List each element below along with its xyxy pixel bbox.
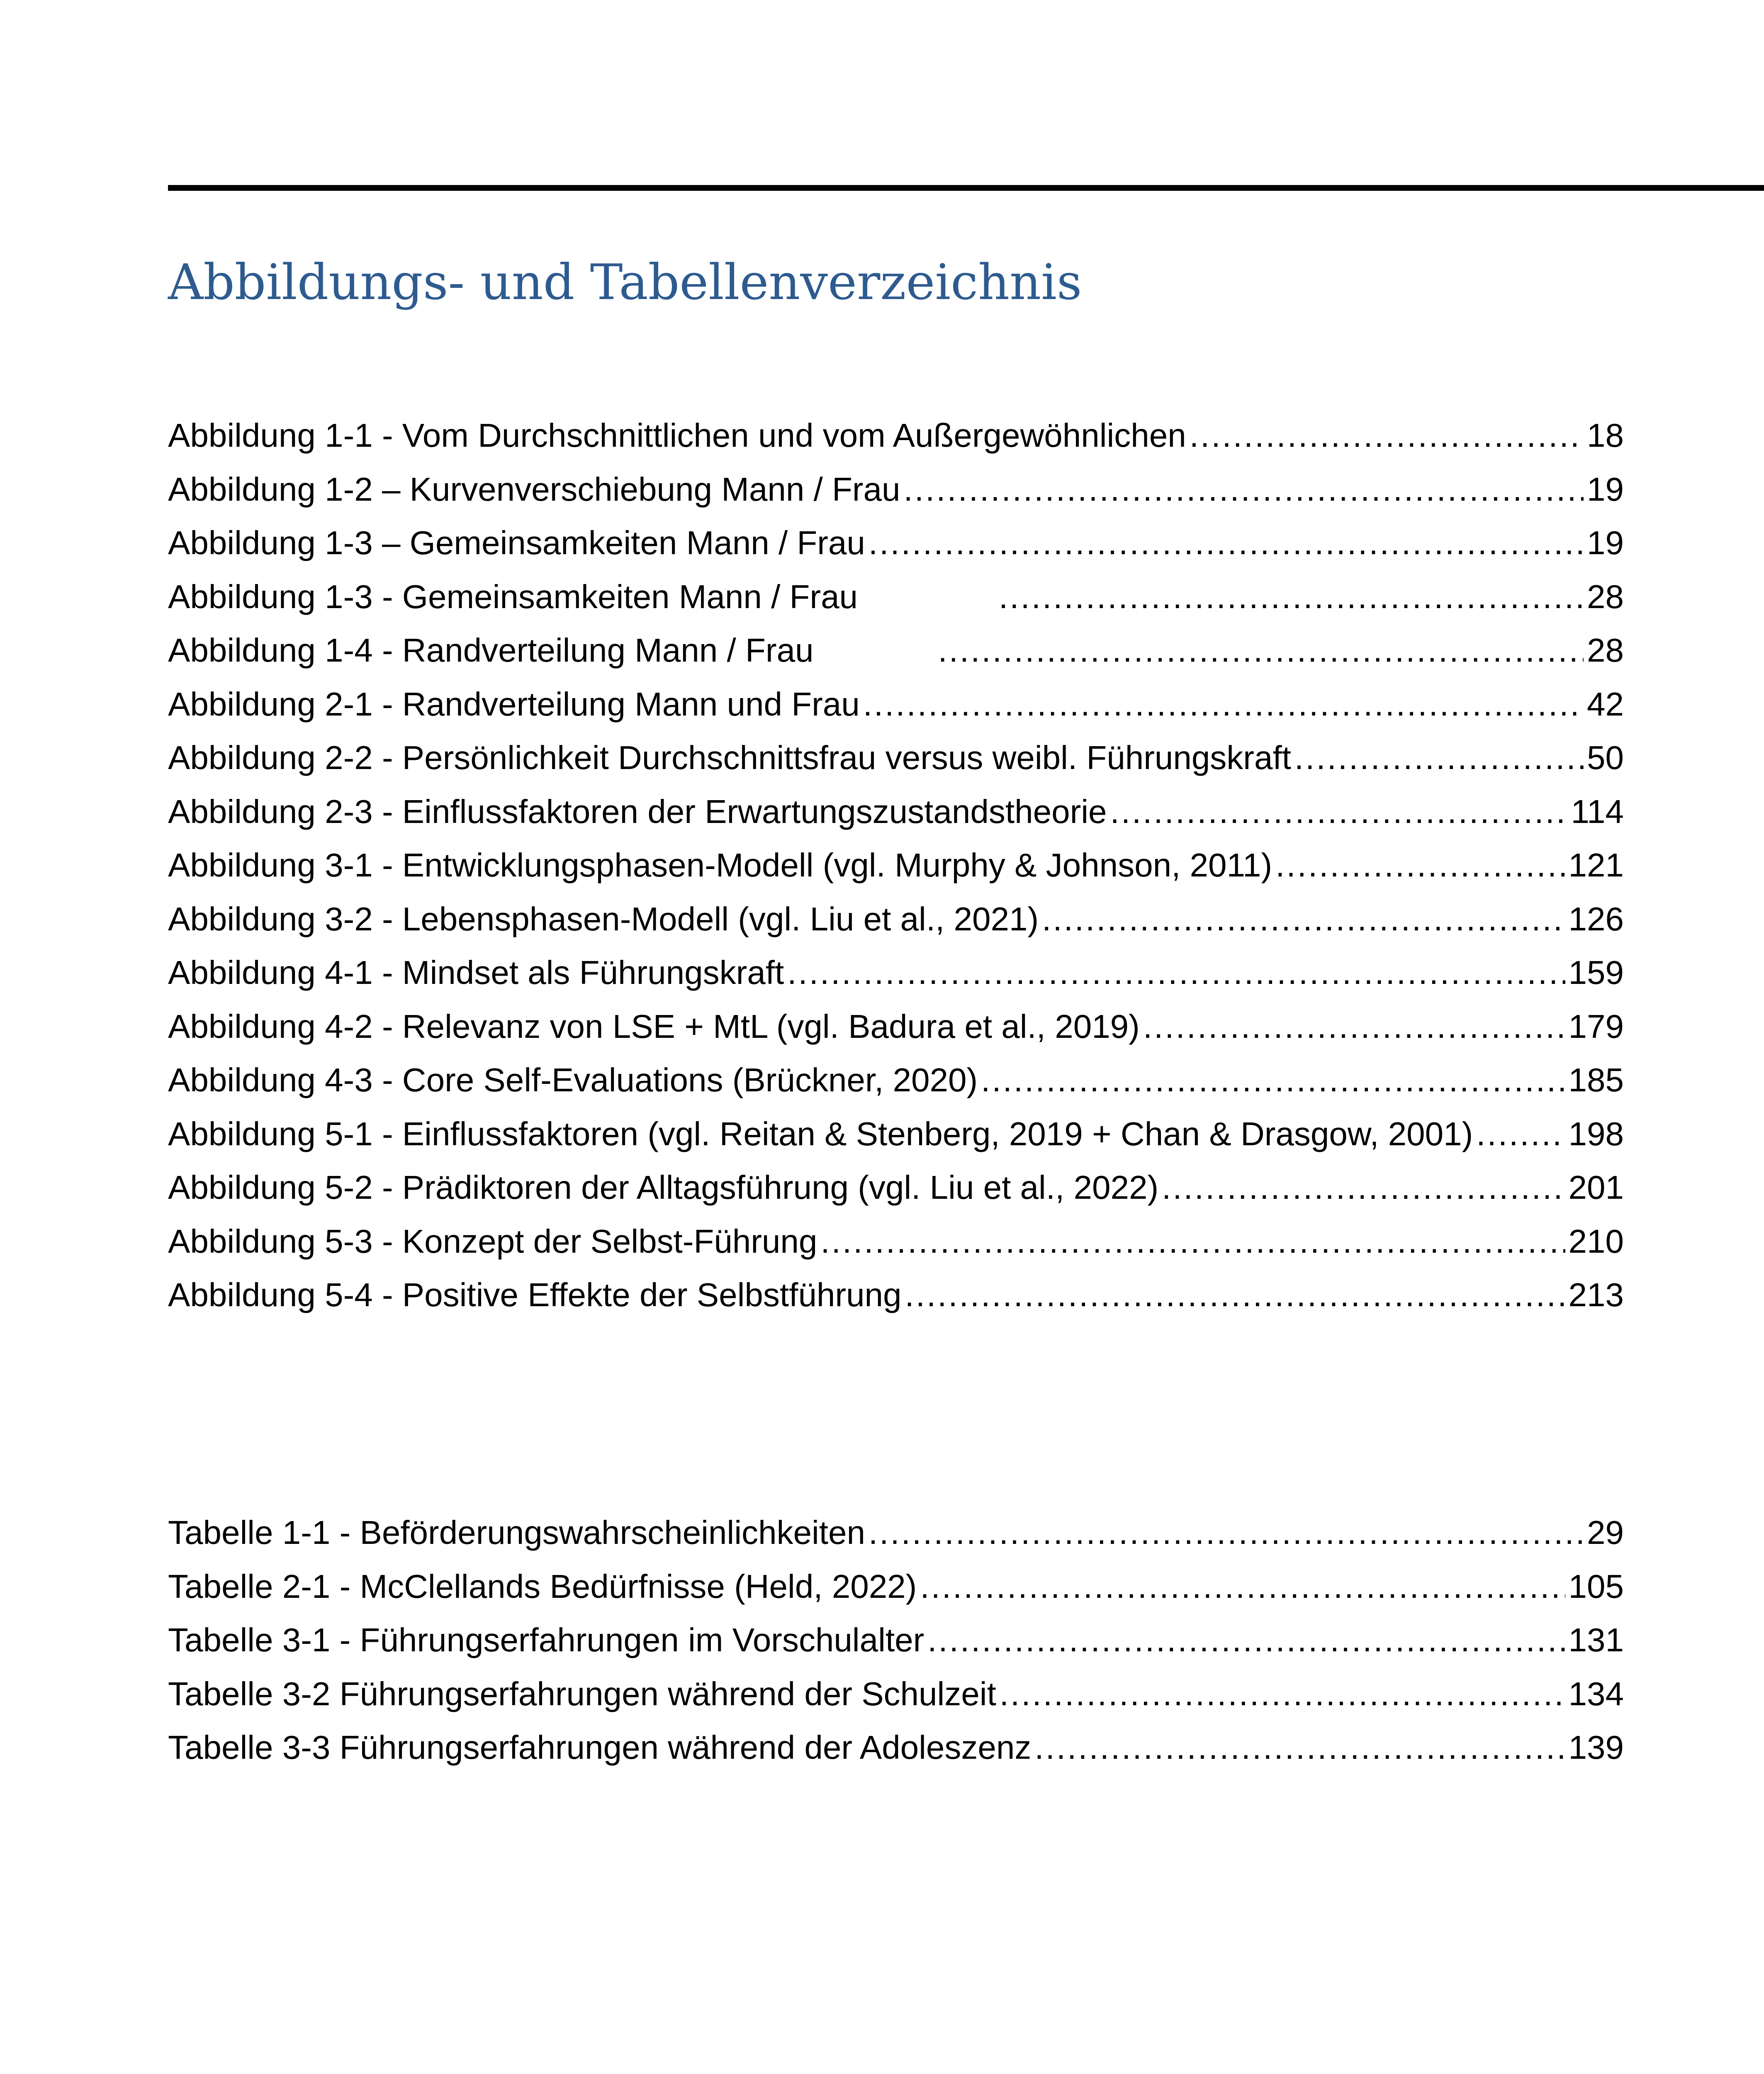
toc-leader-dots [905,1268,1565,1322]
toc-entry-figure[interactable] [168,838,1624,892]
toc-entry-page: 19 [1587,524,1624,561]
toc-entry-page: 18 [1587,417,1624,454]
toc-leader-dots [1162,1161,1565,1215]
toc-entry-page: 179 [1568,1008,1624,1045]
toc-entry-figure[interactable] [168,731,1624,785]
toc-leader-dots [904,463,1584,516]
toc-entry-page: 28 [1587,578,1624,615]
toc-entry-label: Abbildung 1-3 – Gemeinsamkeiten Mann / Frau [168,524,865,561]
toc-entry-label: Abbildung 4-3 - Core Self-Evaluations (Brückner, 2020) [168,1061,978,1098]
toc-leader-dots [1294,731,1584,785]
toc-entry-figure[interactable] [168,1107,1624,1161]
toc-entry-label: Tabelle 1-1 - Beförderungswahrscheinlichkeiten [168,1514,865,1551]
toc-entry-figure[interactable] [168,1000,1624,1054]
toc-leader-dots [1476,1107,1565,1161]
toc-leader-dots [1042,892,1565,946]
toc-entry-label: Tabelle 3-2 Führungserfahrungen während der Schulzeit [168,1675,996,1712]
toc-leader-dots [1110,785,1567,839]
toc-entry-label: Abbildung 2-2 - Persönlichkeit Durchschnittsfrau versus weibl. Führungskraft [168,739,1291,776]
toc-entry-page: 213 [1568,1276,1624,1313]
toc-entry-page: 139 [1568,1729,1624,1766]
toc-leader-dots [1034,1721,1565,1775]
toc-entry-label: Tabelle 3-1 - Führungserfahrungen im Vorschulalter [168,1621,925,1658]
toc-entry-page: 50 [1587,739,1624,776]
toc-entry-figure[interactable] [168,1161,1624,1215]
toc-leader-dots [1275,838,1565,892]
toc-entry-table[interactable] [168,1560,1624,1614]
toc-entry-figure[interactable] [168,1053,1624,1107]
toc-entry-figure[interactable] [168,785,1624,839]
toc-leader-dots [999,570,1584,624]
toc-entry-label: Abbildung 5-3 - Konzept der Selbst-Führung [168,1222,818,1260]
page-title: Abbildungs- und Tabellenverzeichnis [168,253,1082,311]
toc-entry-table[interactable] [168,1506,1624,1560]
toc-leader-dots [820,1215,1565,1268]
toc-entry-page: 29 [1587,1514,1624,1551]
tables-list [168,1506,1624,1775]
toc-entry-table[interactable] [168,1613,1624,1667]
toc-entry-label: Abbildung 5-1 - Einflussfaktoren (vgl. Reitan & Stenberg, 2019 + Chan & Drasgow, 2001) [168,1115,1473,1152]
toc-leader-dots [869,516,1584,570]
toc-leader-dots [938,623,1584,677]
toc-entry-page: 19 [1587,470,1624,508]
toc-entry-table[interactable] [168,1667,1624,1721]
toc-entry-figure[interactable] [168,516,1624,570]
toc-entry-label: Abbildung 1-4 - Randverteilung Mann / Frau [168,632,814,669]
toc-entry-page: 134 [1568,1675,1624,1712]
toc-entry-page: 201 [1568,1169,1624,1206]
toc-leader-dots [863,677,1584,731]
toc-entry-label: Abbildung 1-2 – Kurvenverschiebung Mann / Frau [168,470,900,508]
toc-entry-page: 185 [1568,1061,1624,1098]
toc-entry-label: Abbildung 2-1 - Randverteilung Mann und Frau [168,685,860,723]
toc-entry-page: 42 [1587,685,1624,723]
toc-entry-figure[interactable] [168,946,1624,1000]
toc-entry-label: Abbildung 4-1 - Mindset als Führungskraft [168,954,784,991]
toc-entry-figure[interactable] [168,1268,1624,1322]
toc-entry-figure[interactable] [168,1215,1624,1268]
toc-entry-page: 121 [1568,847,1624,884]
toc-entry-label: Tabelle 2-1 - McClellands Bedürfnisse (Held, 2022) [168,1568,917,1605]
toc-leader-dots [1190,409,1584,463]
toc-entry-figure[interactable] [168,570,1624,624]
toc-entry-page: 198 [1568,1115,1624,1152]
toc-entry-label: Tabelle 3-3 Führungserfahrungen während der Adoleszenz [168,1729,1032,1766]
toc-leader-dots [869,1506,1584,1560]
toc-entry-page: 28 [1587,632,1624,669]
toc-entry-page: 159 [1568,954,1624,991]
toc-entry-label: Abbildung 1-3 - Gemeinsamkeiten Mann / Frau [168,578,858,615]
toc-entry-label: Abbildung 5-2 - Prädiktoren der Alltagsführung (vgl. Liu et al., 2022) [168,1169,1159,1206]
toc-entry-label: Abbildung 3-1 - Entwicklungsphasen-Modell (vgl. Murphy & Johnson, 2011) [168,847,1273,884]
toc-entry-figure[interactable] [168,623,1624,677]
toc-entry-table[interactable] [168,1721,1624,1775]
toc-entry-figure[interactable] [168,463,1624,516]
toc-entry-label: Abbildung 5-4 - Positive Effekte der Selbstführung [168,1276,902,1313]
toc-leader-dots [981,1053,1565,1107]
toc-leader-dots [1143,1000,1565,1054]
toc-entry-page: 210 [1568,1222,1624,1260]
toc-entry-page: 126 [1568,900,1624,937]
toc-entry-page: 114 [1571,793,1624,830]
toc-leader-dots [920,1560,1565,1614]
header-rule [168,185,1764,191]
toc-entry-figure[interactable] [168,892,1624,946]
toc-entry-label: Abbildung 4-2 - Relevanz von LSE + MtL (vgl. Badura et al., 2019) [168,1008,1140,1045]
toc-leader-dots [1000,1667,1565,1721]
toc-entry-page: 131 [1568,1621,1624,1658]
toc-entry-page: 105 [1568,1568,1624,1605]
toc-entry-label: Abbildung 1-1 - Vom Durchschnittlichen und vom Außergewöhnlichen [168,417,1186,454]
toc-entry-label: Abbildung 2-3 - Einflussfaktoren der Erwartungszustandstheorie [168,793,1107,830]
figures-list [168,409,1624,1322]
toc-entry-figure[interactable] [168,409,1624,463]
toc-leader-dots [787,946,1565,1000]
toc-entry-label: Abbildung 3-2 - Lebensphasen-Modell (vgl. Liu et al., 2021) [168,900,1039,937]
toc-leader-dots [927,1613,1565,1667]
toc-entry-figure[interactable] [168,677,1624,731]
